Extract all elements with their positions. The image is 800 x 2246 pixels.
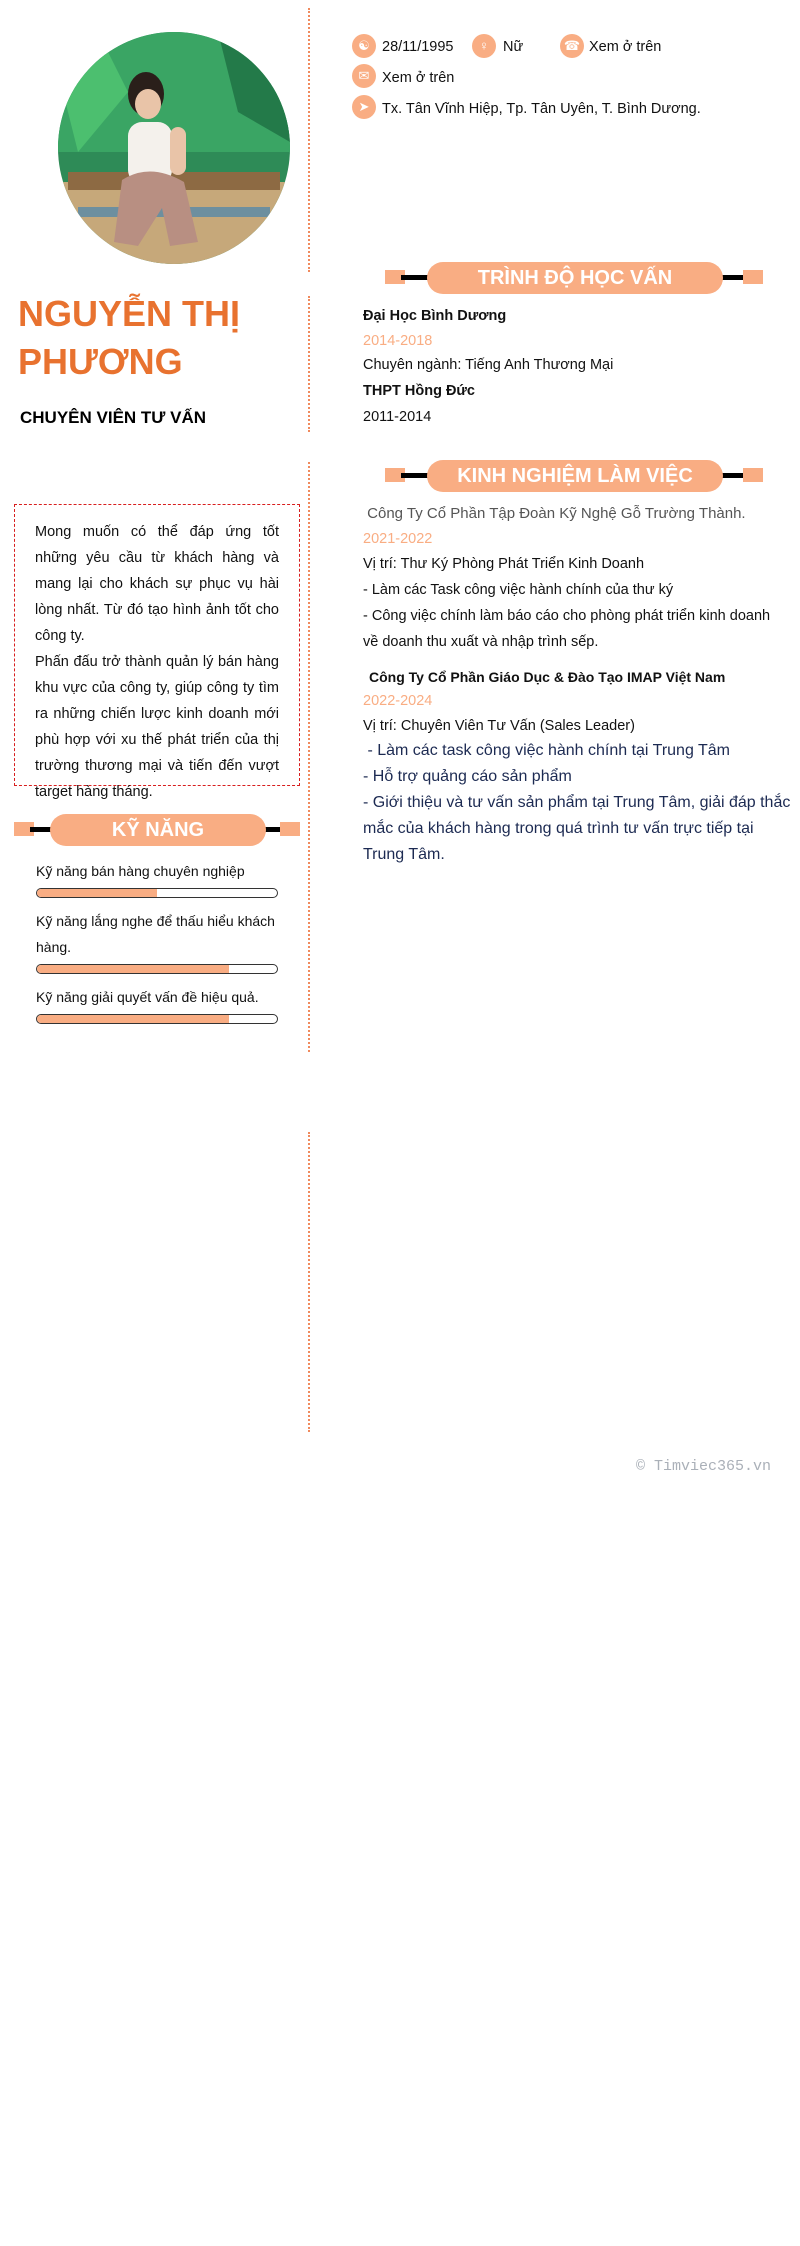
job-duty: - Công việc chính làm báo cáo cho phòng phát triển kinh doanh về doanh thu xuất và nhập trình sếp. xyxy=(363,608,771,650)
job-duty: - Làm các Task công việc hành chính của thư ký xyxy=(363,582,674,598)
mail-icon: ✉ xyxy=(352,64,376,88)
skill-progress-fill xyxy=(37,889,157,897)
skill-progress-bar xyxy=(36,964,278,974)
gender-icon: ♀ xyxy=(472,34,496,58)
gender-text: Nữ xyxy=(503,39,524,55)
experience-heading: KINH NGHIỆM LÀM VIỆC xyxy=(427,460,723,492)
email-text: Xem ở trên xyxy=(382,70,455,86)
location-icon: ➤ xyxy=(352,95,376,119)
education-major-1: Chuyên ngành: Tiếng Anh Thương Mại xyxy=(363,357,614,373)
objective-paragraph-1: Mong muốn có thể đáp ứng tốt những yêu cầu từ khách hàng và mang lại cho khách sự phục vụ hài lòng nhất. Từ đó tạo hình ảnh tốt cho công ty. xyxy=(35,524,279,644)
column-divider xyxy=(308,8,310,272)
career-objective xyxy=(14,504,300,800)
skill-label: Kỹ năng bán hàng chuyên nghiệp xyxy=(36,863,245,879)
education-school-1: Đại Học Bình Dương xyxy=(363,308,507,324)
job-duty: - Làm các task công việc hành chính tại Trung Tâm xyxy=(363,742,730,759)
header-decor-right xyxy=(743,468,763,482)
experience-section-header xyxy=(385,460,763,492)
skills-section-header xyxy=(14,814,300,846)
skill-label: Kỹ năng giải quyết vấn đề hiệu quả. xyxy=(36,989,259,1005)
education-heading: TRÌNH ĐỘ HỌC VẤN xyxy=(427,262,723,294)
dob-text: 28/11/1995 xyxy=(382,39,454,55)
column-divider xyxy=(308,1132,310,1432)
skill-progress-fill xyxy=(37,1015,229,1023)
job-company-1: Công Ty Cổ Phần Tập Đoàn Kỹ Nghệ Gỗ Trường Thành. xyxy=(363,505,746,522)
candidate-name-line2: PHƯƠNG xyxy=(18,341,183,382)
skills-heading: KỸ NĂNG xyxy=(50,814,266,846)
job-title: CHUYÊN VIÊN TƯ VẤN xyxy=(20,408,207,427)
phone-icon: ☎ xyxy=(560,34,584,58)
education-school-2: THPT Hồng Đức xyxy=(363,383,475,399)
candidate-name-line1: NGUYỄN THỊ xyxy=(18,293,241,334)
job-duty: - Giới thiệu và tư vấn sản phẩm tại Trung Tâm, giải đáp thắc mắc của khách hàng trong quá trình tư vấn trực tiếp tại Trung Tâm. xyxy=(363,794,791,863)
job-period-1: 2021-2022 xyxy=(363,531,433,547)
objective-paragraph-2: Phấn đấu trở thành quản lý bán hàng khu vực của công ty, giúp công ty tìm ra những chiến lược kinh doanh mới phù hợp với xu thế phát triển của thị trường thương mại và tiến đến vượt target hàng tháng. xyxy=(35,654,279,800)
column-divider xyxy=(308,462,310,1052)
skill-progress-fill xyxy=(37,965,229,973)
job-position-1: Vị trí: Thư Ký Phòng Phát Triển Kinh Doanh xyxy=(363,556,645,572)
job-duty: - Hỗ trợ quảng cáo sản phẩm xyxy=(363,768,572,785)
birthday-cake-icon: ☯ xyxy=(352,34,376,58)
job-position-2: Vị trí: Chuyên Viên Tư Vấn (Sales Leader) xyxy=(363,718,635,734)
header-decor-right xyxy=(743,270,763,284)
column-divider xyxy=(308,296,310,432)
avatar xyxy=(58,32,290,264)
header-decor-right xyxy=(280,822,300,836)
skill-label: Kỹ năng lắng nghe để thấu hiểu khách hàng. xyxy=(36,913,275,955)
skill-progress-bar xyxy=(36,888,278,898)
skill-progress-bar xyxy=(36,1014,278,1024)
watermark: © Timviec365.vn xyxy=(636,1458,772,1475)
education-section-header xyxy=(385,262,763,294)
job-period-2: 2022-2024 xyxy=(363,693,433,709)
phone-text: Xem ở trên xyxy=(589,39,662,55)
candidate-name xyxy=(18,290,308,386)
education-period-1: 2014-2018 xyxy=(363,333,433,349)
address-text: Tx. Tân Vĩnh Hiệp, Tp. Tân Uyên, T. Bình Dương. xyxy=(382,101,701,117)
education-period-2: 2011-2014 xyxy=(363,409,432,425)
job-company-2: Công Ty Cổ Phần Giáo Dục & Đào Tạo IMAP Việt Nam xyxy=(369,669,726,685)
